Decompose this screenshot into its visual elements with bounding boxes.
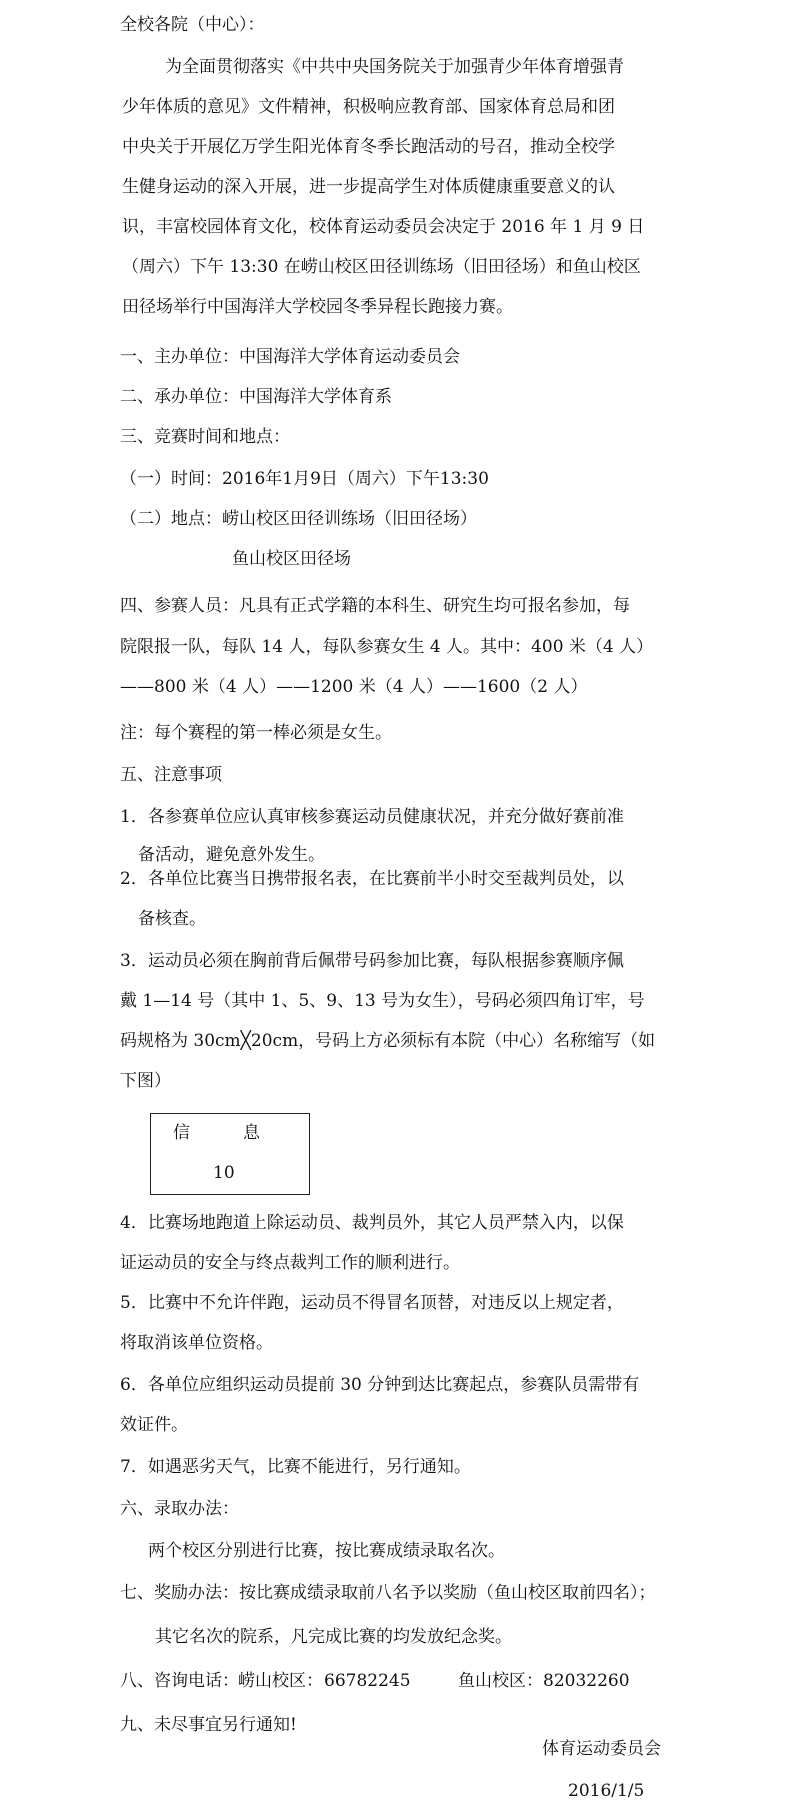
closing-line: 九、未尽事宜另行通知!: [120, 1715, 297, 1735]
organizer-line: 一、主办单位：中国海洋大学体育运动委员会: [120, 347, 460, 367]
contact-phone: 66782245: [324, 1671, 411, 1691]
undertaker-line: 二、承办单位：中国海洋大学体育系: [120, 387, 392, 407]
intro-line: 少年体质的意见》文件精神，积极响应教育部、国家体育总局和团: [122, 97, 615, 117]
notice-line: 4．比赛场地跑道上除运动员、裁判员外，其它人员严禁入内，以保: [120, 1213, 624, 1233]
intro-line: （周六）下午 13:30 在崂山校区田径训练场（旧田径场）和鱼山校区: [122, 257, 641, 277]
intro-line: 田径场举行中国海洋大学校园冬季异程长跑接力赛。: [122, 297, 513, 317]
notice-line: 5．比赛中不允许伴跑，运动员不得冒名顶替，对违反以上规定者，: [120, 1293, 624, 1313]
participants-line: 四、参赛人员：凡具有正式学籍的本科生、研究生均可报名参加，每: [120, 596, 630, 616]
bib-example-box: [150, 1113, 310, 1195]
notice-line: 效证件。: [120, 1415, 188, 1435]
time-place-heading: 三、竞赛时间和地点：: [120, 427, 290, 447]
contact-label: 八、咨询电话：: [120, 1671, 239, 1691]
notice-line: 7．如遇恶劣天气，比赛不能进行，另行通知。: [120, 1457, 471, 1477]
intro-line: 生健身运动的深入开展，进一步提高学生对体质健康重要意义的认: [122, 177, 615, 197]
awards-line: 七、奖励办法：按比赛成绩录取前八名予以奖励（鱼山校区取前四名）；: [120, 1583, 656, 1603]
time-line: （一）时间：2016年1月9日（周六）下午13:30: [120, 469, 489, 489]
notice-line: 将取消该单位资格。: [120, 1333, 273, 1353]
notice-line: 码规格为 30cm╳20cm，号码上方必须标有本院（中心）名称缩写（如: [120, 1031, 656, 1051]
notice-line: 3．运动员必须在胸前背后佩带号码参加比赛，每队根据参赛顺序佩: [120, 951, 624, 971]
document-date: 2016/1/5: [568, 1781, 645, 1801]
notices-heading: 五、注意事项: [120, 765, 222, 785]
place-line: （二）地点：崂山校区田径训练场（旧田径场）: [120, 509, 477, 529]
notice-line: 证运动员的安全与终点裁判工作的顺利进行。: [120, 1253, 460, 1273]
notice-line: 2．各单位比赛当日携带报名表，在比赛前半小时交至裁判员处，以: [120, 869, 624, 889]
bib-abbr-char: 信: [173, 1123, 190, 1143]
bib-number: 10: [213, 1163, 235, 1183]
notice-line: 6．各单位应组织运动员提前 30 分钟到达比赛起点，参赛队员需带有: [120, 1375, 640, 1395]
notice-line: 戴 1—14 号（其中 1、5、9、13 号为女生），号码必须四角订牢，号: [120, 991, 645, 1011]
salutation: 全校各院（中心）：: [120, 15, 265, 35]
admission-text: 两个校区分别进行比赛，按比赛成绩录取名次。: [148, 1541, 505, 1561]
awards-line: 其它名次的院系，凡完成比赛的均发放纪念奖。: [155, 1627, 512, 1647]
participants-line: ——800 米（4 人）——1200 米（4 人）——1600（2 人）: [120, 677, 588, 697]
notice-line: 下图）: [120, 1071, 171, 1091]
intro-line: 识，丰富校园体育文化，校体育运动委员会决定于 2016 年 1 月 9 日: [122, 217, 645, 237]
bib-abbr-char: 息: [243, 1123, 260, 1143]
note-line: 注：每个赛程的第一棒必须是女生。: [120, 723, 392, 743]
contact-phone: 82032260: [543, 1671, 630, 1691]
signature: 体育运动委员会: [542, 1739, 661, 1759]
contact-campus-label: 崂山校区：: [238, 1671, 323, 1691]
participants-line: 院限报一队，每队 14 人，每队参赛女生 4 人。其中：400 米（4 人）: [120, 637, 654, 657]
admission-heading: 六、录取办法：: [120, 1499, 239, 1519]
notice-line: 备活动，避免意外发生。: [138, 845, 325, 865]
notice-line: 备核查。: [138, 909, 206, 929]
place-line: 鱼山校区田径场: [232, 549, 351, 569]
intro-line: 中央关于开展亿万学生阳光体育冬季长跑活动的号召，推动全校学: [122, 137, 615, 157]
notice-line: 1．各参赛单位应认真审核参赛运动员健康状况，并充分做好赛前准: [120, 807, 624, 827]
intro-line: 为全面贯彻落实《中共中央国务院关于加强青少年体育增强青: [165, 57, 624, 77]
contact-campus-label: 鱼山校区：: [458, 1671, 543, 1691]
